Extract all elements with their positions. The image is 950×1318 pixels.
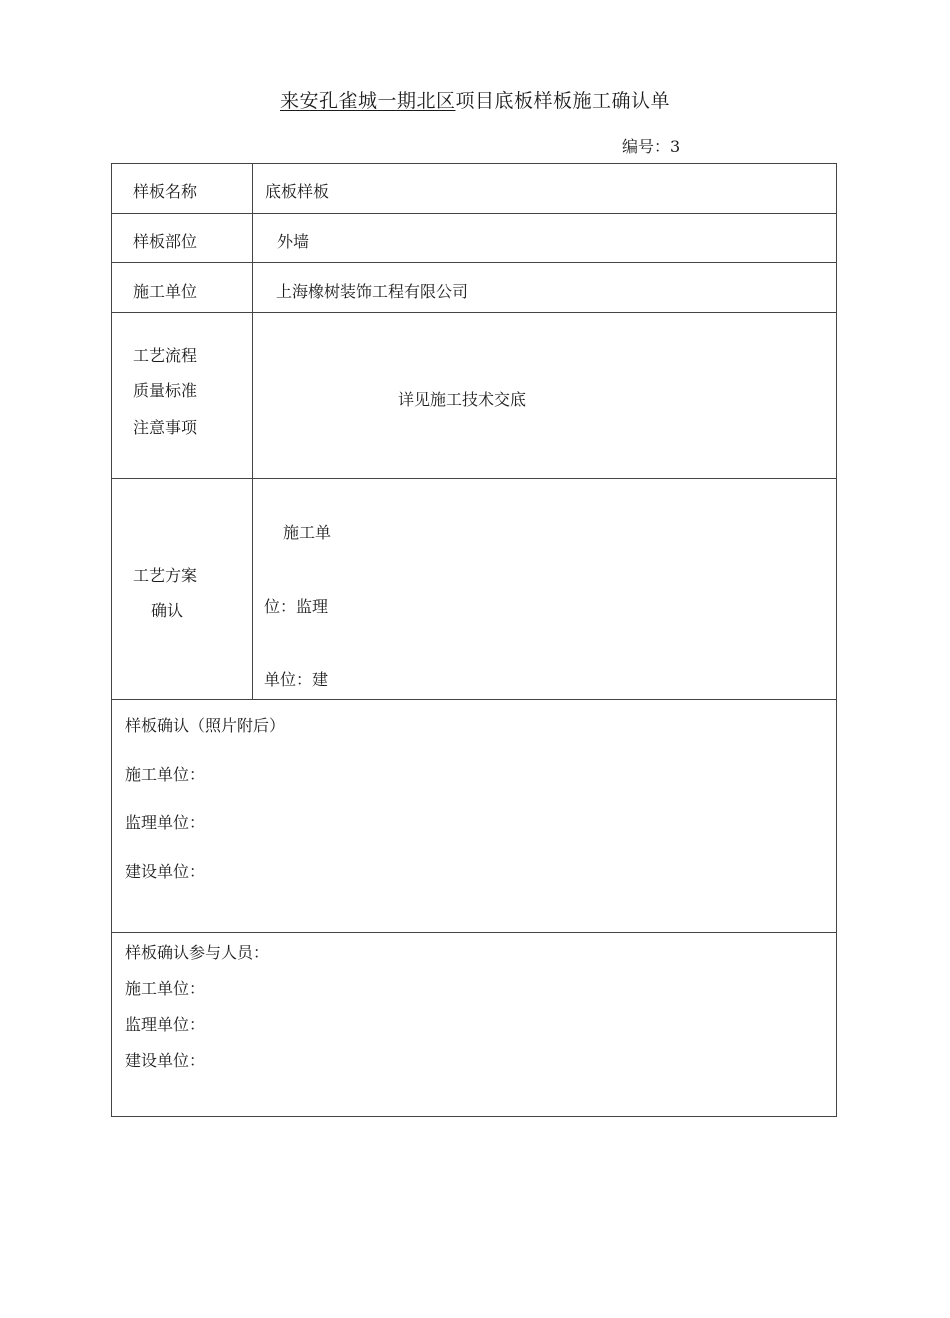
- column-divider: [252, 163, 253, 700]
- sample-location-value: 外墙: [277, 232, 310, 251]
- quality-label-line: 质量标准: [133, 381, 198, 400]
- title-project-name: 来安孔雀城一期北区: [279, 90, 456, 112]
- row-divider: [111, 699, 837, 700]
- participants-owner-line: 建设单位：: [125, 1051, 206, 1070]
- scheme-value-line: 单位：建: [264, 670, 329, 689]
- sample-location-label: 样板部位: [133, 232, 198, 251]
- scheme-value-line: 施工单: [283, 523, 332, 542]
- confirm-owner-line: 建设单位：: [125, 862, 206, 881]
- form-table: [111, 163, 837, 1117]
- confirm-contractor-line: 施工单位：: [125, 765, 206, 784]
- notes-label-line: 注意事项: [133, 418, 198, 437]
- title-form-name: 项目底板样板施工确认单: [455, 90, 671, 112]
- row-divider: [111, 932, 837, 933]
- participants-supervisor-line: 监理单位：: [125, 1015, 206, 1034]
- document-number: 编号：3: [622, 137, 681, 156]
- row-divider: [111, 312, 837, 313]
- participants-contractor-line: 施工单位：: [125, 979, 206, 998]
- participants-heading: 样板确认参与人员：: [125, 943, 270, 962]
- row-divider: [111, 262, 837, 263]
- confirm-heading: 样板确认（照片附后）: [125, 716, 286, 735]
- sample-name-value: 底板样板: [265, 182, 330, 201]
- process-label-line: 工艺流程: [133, 346, 198, 365]
- scheme-value-line: 位：监理: [264, 597, 329, 616]
- process-value: 详见施工技术交底: [398, 390, 527, 409]
- contractor-value: 上海橡树装饰工程有限公司: [276, 282, 469, 301]
- scheme-label-line: 工艺方案: [133, 566, 198, 585]
- contractor-label: 施工单位: [133, 282, 198, 301]
- document-title: [0, 86, 950, 113]
- row-divider: [111, 478, 837, 479]
- row-divider: [111, 213, 837, 214]
- scheme-confirm-label-line: 确认: [151, 601, 184, 620]
- sample-name-label: 样板名称: [133, 182, 198, 201]
- confirm-supervisor-line: 监理单位：: [125, 813, 206, 832]
